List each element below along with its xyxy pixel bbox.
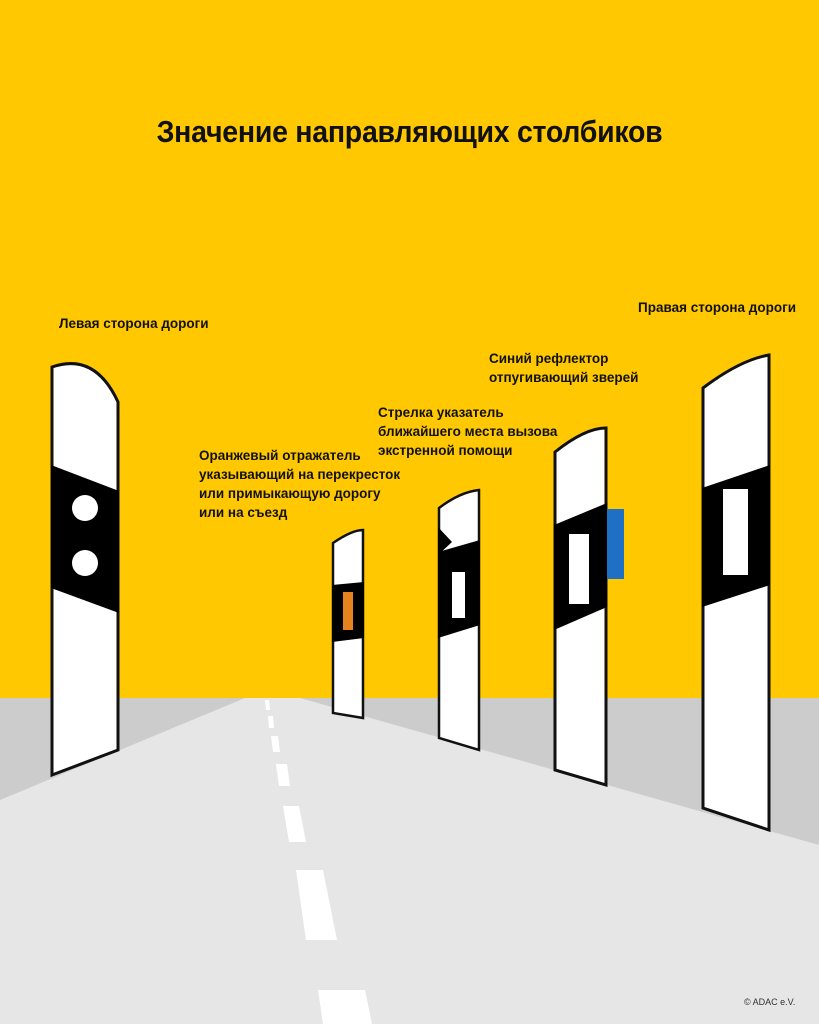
round-reflector-bottom bbox=[72, 550, 98, 576]
page-title: Значение направляющих столбиков bbox=[156, 114, 663, 149]
blue-post-reflector bbox=[569, 534, 589, 604]
post-orange-reflector bbox=[332, 530, 364, 718]
copyright-notice: © ADAC e.V. bbox=[744, 997, 796, 1007]
post-left-side bbox=[51, 364, 119, 775]
label-left-side: Левая сторона дороги bbox=[59, 316, 209, 331]
right-post-reflector bbox=[723, 489, 748, 575]
post-left-band bbox=[51, 465, 119, 613]
label-arrow-pointer: Стрелка указатель ближайшего места вызова экстренной помощи bbox=[378, 405, 558, 458]
label-right-side: Правая сторона дороги bbox=[638, 300, 797, 315]
orange-reflector bbox=[343, 592, 353, 630]
label-orange-reflector: Оранжевый отражатель указывающий на перекресток или примыкающую дорогу или на съезд bbox=[199, 448, 401, 520]
round-reflector-top bbox=[72, 495, 98, 521]
post-arrow-pointer bbox=[438, 490, 480, 750]
arrow-post-reflector bbox=[452, 572, 465, 618]
post-right-side bbox=[702, 355, 770, 830]
blue-reflector bbox=[607, 509, 624, 579]
label-blue-reflector: Синий рефлектор отпугивающий зверей bbox=[489, 351, 639, 385]
